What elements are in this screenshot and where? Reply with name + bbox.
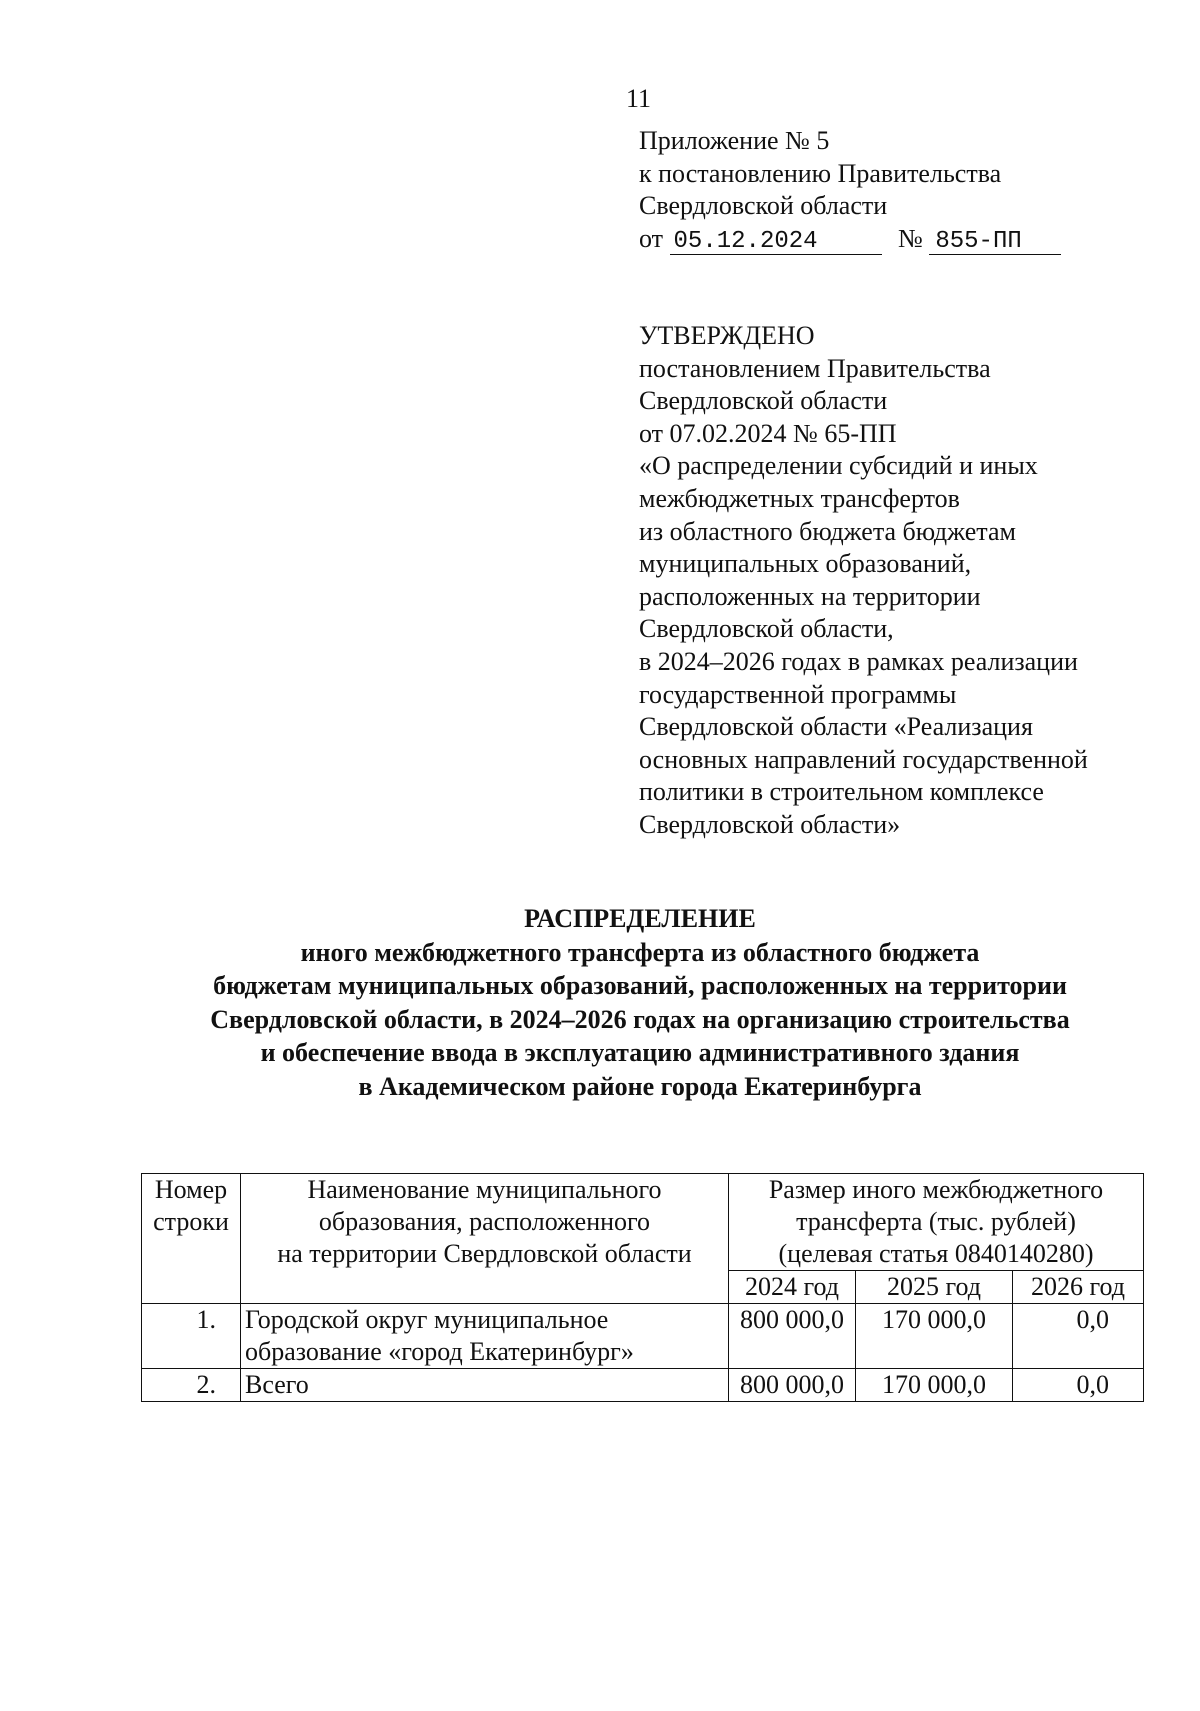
approved-line: в 2024–2026 годах в рамках реализации <box>639 646 1078 676</box>
approved-heading: УТВЕРЖДЕНО <box>639 321 815 350</box>
approved-line: государственной программы <box>639 679 957 709</box>
approved-line: Свердловской области» <box>639 809 901 839</box>
title-line: Свердловской области, в 2024–2026 годах на организацию строительства <box>210 1004 1070 1034</box>
approved-line: муниципальных образований, <box>639 549 972 579</box>
name-line: Городской округ муниципальное <box>245 1305 609 1334</box>
title-line: в Академическом районе города Екатеринбурга <box>358 1071 922 1101</box>
approved-line: «О распределении субсидий и иных <box>639 451 1038 481</box>
row-number: 2. <box>142 1369 241 1402</box>
header-text: строки <box>153 1207 229 1236</box>
header-row-number <box>142 1174 241 1304</box>
approved-line: Свердловской области «Реализация <box>639 712 1033 742</box>
title-line: иного межбюджетного трансферта из областного бюджета <box>300 937 980 967</box>
document-title <box>140 902 1140 1103</box>
number-label: № <box>898 223 923 253</box>
header-text: Наименование муниципального <box>307 1175 662 1204</box>
header-municipality-name <box>241 1174 729 1304</box>
header-text: на территории Свердловской области <box>277 1239 692 1268</box>
amount-2025: 170 000,0 <box>856 1304 1013 1369</box>
resolution-number: 855-ПП <box>929 230 1061 255</box>
approved-line: Свердловской области <box>639 386 888 416</box>
amount-2026: 0,0 <box>1013 1304 1144 1369</box>
approved-line: от 07.02.2024 № 65-ПП <box>639 418 897 448</box>
appendix-line: Приложение № 5 <box>639 126 830 155</box>
approved-line: из областного бюджета бюджетам <box>639 516 1016 546</box>
name-line: образование «город Екатеринбург» <box>245 1337 634 1366</box>
row-number: 1. <box>142 1304 241 1369</box>
header-text: трансферта (тыс. рублей) <box>796 1207 1076 1236</box>
title-line: и обеспечение ввода в эксплуатацию административного здания <box>260 1038 1020 1067</box>
amount-2025: 170 000,0 <box>856 1369 1013 1402</box>
municipality-name <box>241 1304 729 1369</box>
approved-line: политики в строительном комплексе <box>639 777 1044 807</box>
municipality-name <box>241 1369 729 1402</box>
appendix-line: к постановлению Правительства <box>639 158 1002 188</box>
header-year-2025: 2025 год <box>856 1271 1013 1304</box>
header-year-2024: 2024 год <box>729 1271 856 1304</box>
table-header-row <box>142 1174 1144 1271</box>
amount-2024: 800 000,0 <box>729 1369 856 1402</box>
table-row <box>142 1369 1144 1402</box>
header-transfer-amount <box>729 1174 1144 1271</box>
approved-line: расположенных на территории <box>639 581 981 611</box>
table-row <box>142 1304 1144 1369</box>
approved-line: постановлением Правительства <box>639 353 991 383</box>
title-line: бюджетам муниципальных образований, расположенных на территории <box>213 971 1067 1000</box>
title-heading: РАСПРЕДЕЛЕНИЕ <box>524 904 756 933</box>
amount-2024: 800 000,0 <box>729 1304 856 1369</box>
appendix-line: Свердловской области <box>639 191 888 221</box>
header-text: образования, расположенного <box>318 1207 651 1236</box>
page-number: 11 <box>626 84 652 113</box>
approved-line: межбюджетных трансфертов <box>639 483 960 513</box>
from-label: от <box>639 223 664 253</box>
header-text: Номер <box>154 1175 228 1204</box>
header-text: (целевая статья 0840140280) <box>778 1239 1094 1268</box>
appendix-date-line <box>639 223 1061 256</box>
resolution-date: 05.12.2024 <box>670 230 882 255</box>
header-text: Размер иного межбюджетного <box>768 1175 1104 1204</box>
name-line: Всего <box>245 1370 309 1399</box>
distribution-table <box>141 1173 1144 1402</box>
amount-2026: 0,0 <box>1013 1369 1144 1402</box>
approved-block <box>639 320 1088 842</box>
appendix-block <box>639 125 1061 255</box>
approved-line: основных направлений государственной <box>639 744 1088 774</box>
header-year-2026: 2026 год <box>1013 1271 1144 1304</box>
approved-line: Свердловской области, <box>639 614 894 644</box>
